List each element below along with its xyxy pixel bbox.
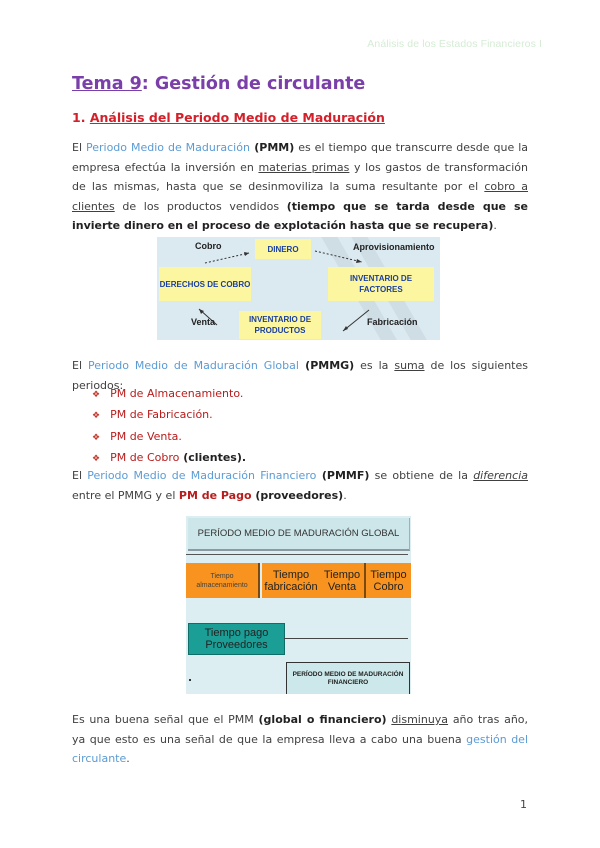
segment-fabricacion: Tiempo fabricación xyxy=(262,563,320,598)
list-item-text: PM de Venta. xyxy=(110,429,182,443)
paragraph-conclusion xyxy=(72,710,528,769)
maturation-period-diagram xyxy=(186,516,411,694)
box-inventario-factores: INVENTARIO DE FACTORES xyxy=(328,267,434,301)
box-dinero: DINERO xyxy=(255,239,311,259)
cycle-diagram xyxy=(157,237,440,340)
diamond-bullet-icon: ❖ xyxy=(92,432,101,443)
underlined-term: materias primas xyxy=(258,160,350,174)
text: año tras año, ya que esto es una señal de que la empresa lleva a cabo una buena xyxy=(72,713,529,746)
box-inventario-productos: INVENTARIO DE PRODUCTOS xyxy=(239,311,321,339)
underlined-term: cobro a clientes xyxy=(72,180,528,213)
abbreviation: (PMMG) xyxy=(298,359,355,372)
text: es la xyxy=(354,359,395,372)
section-heading xyxy=(72,110,385,125)
list-item-extra: (clientes). xyxy=(179,450,247,464)
underlined-term: diferencia xyxy=(473,469,528,482)
pmmf-label-box: PERÍODO MEDIO DE MADURACIÓN FINANCIERO xyxy=(286,662,410,694)
text: . xyxy=(126,752,130,765)
text: es el tiempo que transcurre desde que la empresa efectúa la inversión en xyxy=(72,141,528,174)
text: de los siguientes periodos: xyxy=(72,359,528,392)
segment-almacenamiento: Tiempo almacenamiento xyxy=(186,563,260,598)
paragraph-pmmf xyxy=(72,466,528,505)
label-cobro: Cobro xyxy=(195,241,222,251)
text: El xyxy=(72,359,88,372)
label-aprovisionamiento: Aprovisionamiento xyxy=(353,242,435,252)
bold-explanation: (tiempo que se tarda desde que se invierte dinero en el proceso de explotación hasta que se recupera) xyxy=(72,199,528,232)
term-highlight: Periodo Medio de Maduración Financiero xyxy=(87,469,317,482)
pago-proveedores-box: Tiempo pago Proveedores xyxy=(188,623,285,655)
list-item xyxy=(92,405,246,426)
period-list xyxy=(92,384,246,469)
text: se obtiene de la xyxy=(369,469,474,482)
title-rest: : Gestión de circulante xyxy=(141,74,366,94)
text: de los productos vendidos xyxy=(114,199,287,213)
red-term: PM de Pago xyxy=(178,488,252,502)
term-highlight: gestión del circulante xyxy=(72,732,529,765)
abbreviation: (PMMF) xyxy=(316,469,370,482)
text: . xyxy=(343,488,347,502)
text: entre el PMMG y el xyxy=(72,488,179,502)
list-item-text: PM de Fabricación. xyxy=(110,408,213,422)
pmmg-label-box: PERÍODO MEDIO DE MADURACIÓN GLOBAL xyxy=(188,518,410,551)
abbreviation: (PMM) xyxy=(249,141,295,154)
abbreviation: (proveedores) xyxy=(251,488,344,502)
list-item-text: PM de Cobro xyxy=(110,450,180,464)
diamond-bullet-icon: ❖ xyxy=(92,411,101,422)
page-title xyxy=(72,74,365,94)
diamond-bullet-icon: ❖ xyxy=(92,453,101,464)
title-prefix: Tema 9 xyxy=(72,74,142,94)
text: Es una buena señal que el PMM xyxy=(72,713,259,726)
timeline-line xyxy=(186,554,408,555)
box-derechos-cobro: DERECHOS DE COBRO xyxy=(159,267,251,301)
segment-venta: Tiempo Venta xyxy=(320,563,366,598)
running-header: Análisis de los Estados Financieros I xyxy=(367,38,542,50)
label-fabricacion: Fabricación xyxy=(367,317,418,327)
text: El xyxy=(72,141,86,154)
text: El xyxy=(72,469,88,482)
term-highlight: Periodo Medio de Maduración xyxy=(85,141,250,154)
underlined-term: suma xyxy=(394,359,425,372)
list-item xyxy=(92,384,246,405)
underlined-term: disminuya xyxy=(391,713,449,726)
list-item xyxy=(92,427,246,448)
bold-text: (global o financiero) xyxy=(258,713,387,726)
page-number: 1 xyxy=(520,798,527,811)
term-highlight: Periodo Medio de Maduración Global xyxy=(87,359,299,372)
text: y los gastos de transformación de las mismas, hasta que se desinmoviliza la suma resultante por el xyxy=(72,160,528,193)
segment-cobro: Tiempo Cobro xyxy=(366,563,411,598)
section-number: 1. xyxy=(72,110,90,125)
pago-line xyxy=(284,638,408,639)
text: . xyxy=(493,219,497,232)
diamond-bullet-icon: ❖ xyxy=(92,390,101,400)
paragraph-pmm-definition xyxy=(72,138,528,236)
label-venta: Venta xyxy=(191,317,216,327)
list-item-text: PM de Almacenamiento. xyxy=(110,387,244,400)
section-label: Análisis del Periodo Medio de Maduración xyxy=(89,110,385,125)
dot-marker xyxy=(189,679,191,681)
